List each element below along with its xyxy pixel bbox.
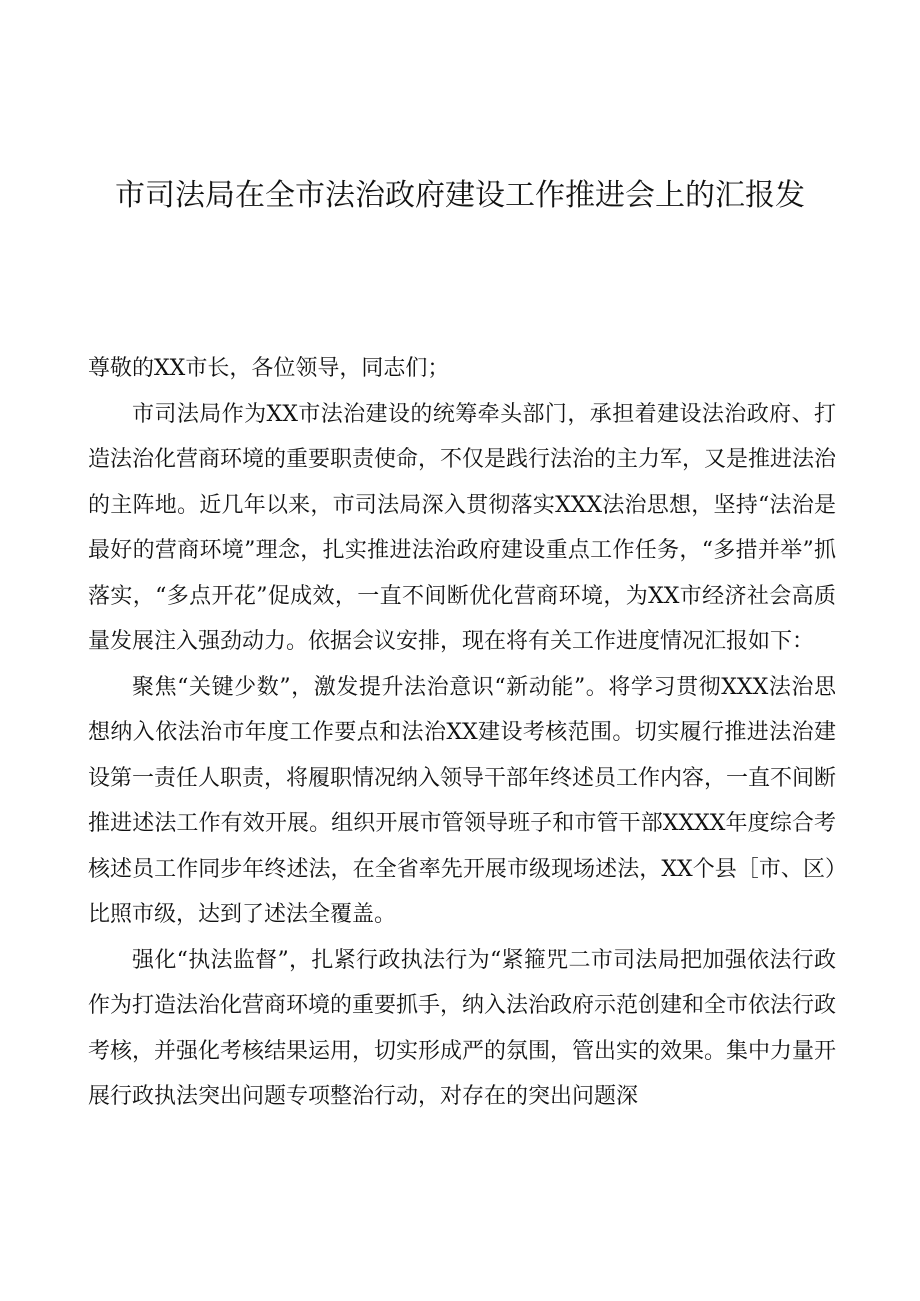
salutation: 尊敬的XX市长，各位领导，同志们； (88, 356, 450, 381)
document-title: 市司法局在全市法治政府建设工作推进会上的汇报发 (115, 178, 805, 213)
paragraph-key-minority: 聚焦“关键少数”，激发提升法治意识“新动能”。将学习贯彻XXX法治思想纳入依法治市年度工作要点和法治XX建设考核范围。切实履行推进法治建设第一责任人职责，将履职情况纳入领导干部年终述员工作内容，一直不间断推进述法工作有效开展。组织开展市管领导班子和市管干部XXXX年度综合考核述员工作同步年终述法，在全省率先开展市级现场述法，XX个县［市、区）比照市级，达到了述法全覆盖。 (88, 674, 837, 927)
document-body (88, 346, 836, 1120)
paragraph-intro: 市司法局作为XX市法治建设的统筹牵头部门，承担着建设法治政府、打造法治化营商环境的重要职责使命，不仅是践行法治的主力军，又是推进法治的主阵地。近几年以来，市司法局深入贯彻落实XXX法治思想，坚持“法治是最好的营商环境”理念，扎实推进法治政府建设重点工作任务，“多措并举”抓落实，“多点开花”促成效，一直不间断优化营商环境，为XX市经济社会高质量发展注入强劲动力。依据会议安排，现在将有关工作进度情况汇报如下： (88, 401, 837, 654)
paragraph-enforcement-supervision: 强化“执法监督”，扎紧行政执法行为“紧箍咒二市司法局把加强依法行政作为打造法治化营商环境的重要抓手，纳入法治政府示范创建和全市依法行政考核，并强化考核结果运用，切实形成严的氛围，管出实的效果。集中力量开展行政执法突出问题专项整治行动，对存在的突出问题深 (88, 947, 837, 1109)
